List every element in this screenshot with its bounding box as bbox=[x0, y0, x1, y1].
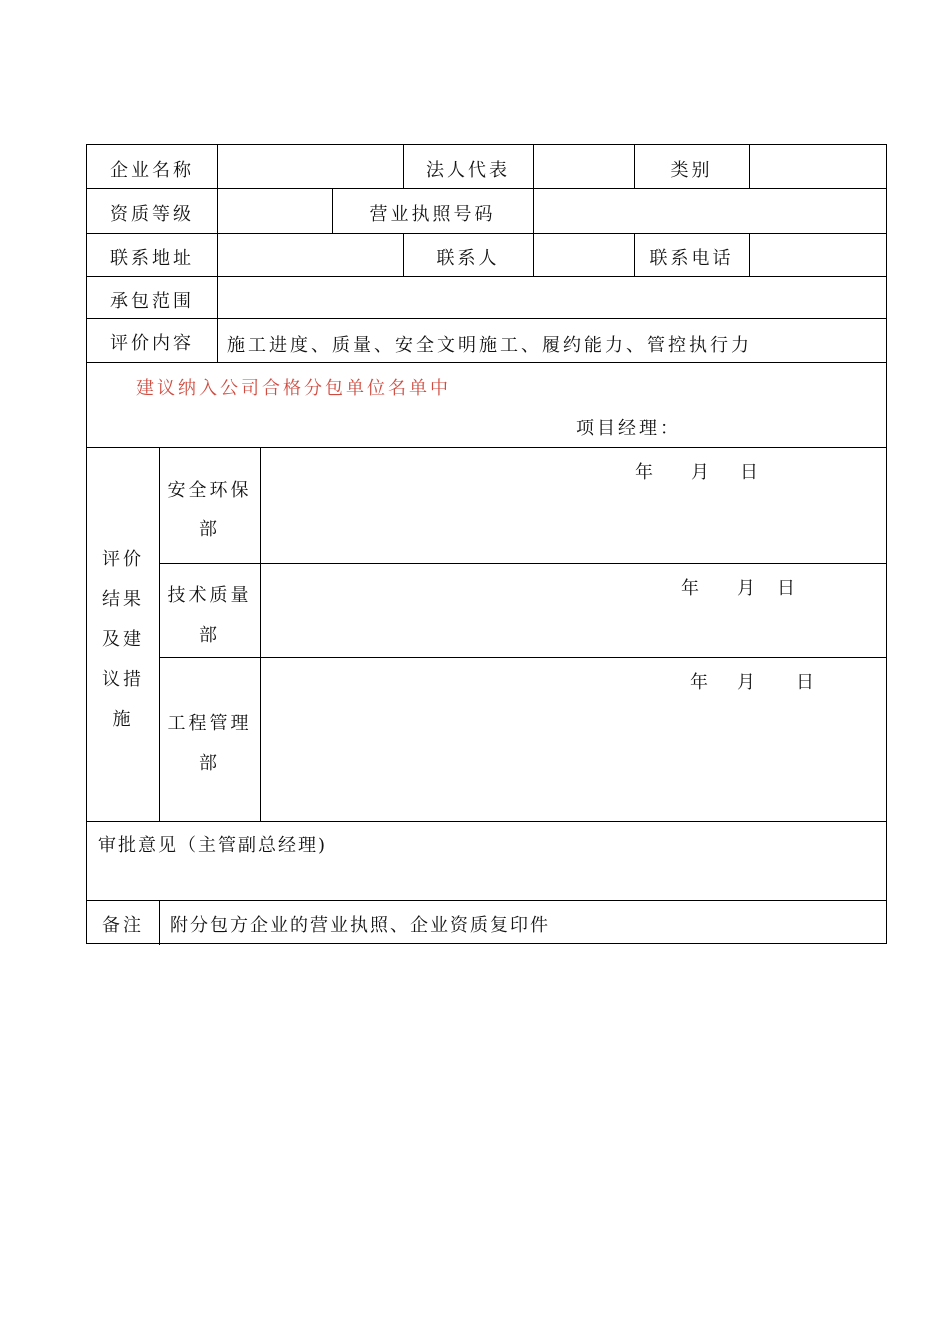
dept-safety-day: 日 bbox=[740, 462, 761, 483]
col-divider bbox=[533, 189, 534, 233]
result-label-line2: 结果 bbox=[102, 589, 144, 610]
address-label: 联系地址 bbox=[110, 248, 194, 269]
eval-content-label: 评价内容 bbox=[110, 333, 194, 354]
project-manager-label: 项目经理： bbox=[576, 418, 681, 439]
dept-safety-month: 月 bbox=[691, 462, 712, 483]
row-divider bbox=[87, 276, 886, 277]
row-divider bbox=[159, 563, 886, 564]
dept-safety-line2: 部 bbox=[199, 519, 220, 540]
dept-eng-day: 日 bbox=[796, 672, 817, 693]
suggestion-text: 建议纳入公司合格分包单位名单中 bbox=[136, 378, 451, 399]
result-label-line4: 议措 bbox=[102, 669, 144, 690]
col-divider bbox=[749, 145, 750, 189]
col-divider bbox=[260, 447, 261, 821]
result-label-line1: 评价 bbox=[102, 549, 144, 570]
eval-content-value: 施工进度、质量、安全文明施工、履约能力、管控执行力 bbox=[227, 335, 752, 356]
dept-safety-line1: 安全环保 bbox=[167, 480, 252, 501]
dept-eng-line2: 部 bbox=[199, 753, 220, 774]
col-divider bbox=[749, 233, 750, 277]
legal-rep-label: 法人代表 bbox=[426, 160, 510, 181]
result-label-line5: 施 bbox=[112, 709, 134, 730]
contact-label: 联系人 bbox=[436, 248, 500, 269]
evaluation-form bbox=[86, 144, 887, 944]
company-name-label: 企业名称 bbox=[110, 160, 194, 181]
scope-label: 承包范围 bbox=[110, 291, 194, 312]
col-divider bbox=[533, 233, 534, 277]
row-divider bbox=[87, 900, 886, 901]
col-divider bbox=[533, 145, 534, 189]
col-divider bbox=[159, 901, 160, 945]
row-divider bbox=[87, 362, 886, 363]
result-label-line3: 及建 bbox=[102, 629, 144, 650]
row-divider bbox=[87, 233, 886, 234]
dept-eng-line1: 工程管理 bbox=[167, 713, 252, 734]
row-divider bbox=[87, 821, 886, 822]
license-no-label: 营业执照号码 bbox=[369, 204, 496, 225]
dept-tech-month: 月 bbox=[737, 578, 758, 599]
row-divider bbox=[159, 657, 886, 658]
dept-tech-day: 日 bbox=[777, 578, 798, 599]
col-divider bbox=[217, 145, 218, 319]
category-label: 类别 bbox=[670, 160, 713, 181]
row-divider bbox=[87, 318, 886, 319]
row-divider bbox=[87, 188, 886, 189]
dept-safety-year: 年 bbox=[635, 462, 656, 483]
remark-value: 附分包方企业的营业执照、企业资质复印件 bbox=[170, 915, 550, 936]
dept-tech-line2: 部 bbox=[199, 625, 220, 646]
dept-tech-year: 年 bbox=[681, 578, 702, 599]
qualification-label: 资质等级 bbox=[110, 204, 194, 225]
dept-eng-year: 年 bbox=[690, 672, 711, 693]
phone-label: 联系电话 bbox=[649, 248, 734, 269]
row-divider bbox=[87, 447, 886, 448]
dept-eng-month: 月 bbox=[737, 672, 758, 693]
approval-label: 审批意见（主管副总经理) bbox=[98, 835, 328, 856]
col-divider bbox=[217, 319, 218, 363]
dept-tech-line1: 技术质量 bbox=[167, 585, 252, 606]
remark-label: 备注 bbox=[102, 915, 144, 936]
